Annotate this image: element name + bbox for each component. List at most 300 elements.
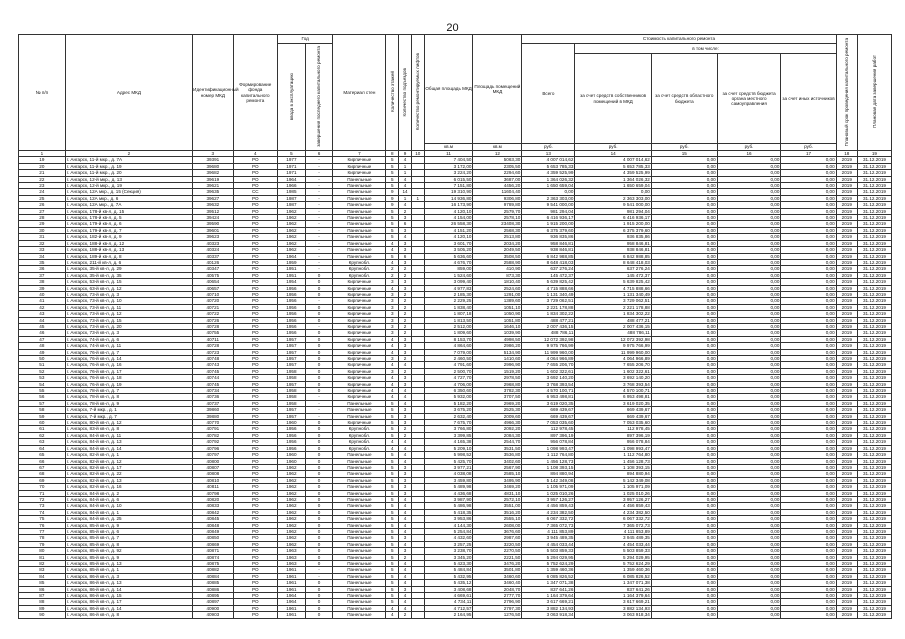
table-cell: 31.12.2019 <box>857 484 891 490</box>
table-cell: Кирпичные <box>333 291 386 297</box>
table-cell: 5 503 859,33 <box>575 548 651 554</box>
table-cell: 3 768 393,54 <box>522 381 575 387</box>
table-cell: 19 310,90 <box>424 189 473 195</box>
table-cell: РО <box>233 323 278 329</box>
table-cell: г. Ангарск, 11-й мкр., д. 7А <box>65 157 192 163</box>
column-number: 9 <box>399 151 412 157</box>
table-cell: 1 347 071,38 <box>522 580 575 586</box>
table-cell: 0,00 <box>781 362 836 368</box>
table-cell: г. Ангарск, 85-й кв-л, д. 13 <box>65 561 192 567</box>
table-cell: 2019 <box>836 484 857 490</box>
table-cell: 5 <box>386 183 399 189</box>
table-cell: 4 <box>399 593 412 599</box>
table-cell: 31.12.2019 <box>857 183 891 189</box>
table-cell: 2 <box>399 356 412 362</box>
table-cell: г. Ангарск, 35-й кв-л, д. 35 <box>65 272 192 278</box>
table-cell: 40748 <box>193 356 233 362</box>
table-cell: 0,00 <box>651 183 717 189</box>
table-cell: 1 650 659,04 <box>522 183 575 189</box>
table-cell: 5 182,20 <box>424 400 473 406</box>
table-cell: 0,00 <box>651 266 717 272</box>
table-cell: РО <box>233 362 278 368</box>
table-cell: 0,00 <box>781 554 836 560</box>
table-cell: 2019 <box>836 612 857 618</box>
column-number: 13 <box>522 151 575 157</box>
table-cell: 3 <box>399 535 412 541</box>
table-cell: Панельные <box>333 593 386 599</box>
table-cell: г. Ангарск, 53-й кв-л, д. 15 <box>65 279 192 285</box>
table-cell: 0 <box>305 490 333 496</box>
table-cell: РО <box>233 356 278 362</box>
table-cell: 4 <box>399 561 412 567</box>
table-cell: 0,00 <box>781 227 836 233</box>
table-cell: 2 007 436,15 <box>522 323 575 329</box>
table-cell: 0,00 <box>717 573 781 579</box>
table-cell: 2 164,95 <box>424 612 473 618</box>
table-cell: 5 <box>386 477 399 483</box>
table-cell: Панельные <box>333 183 386 189</box>
table-cell: 31.12.2019 <box>857 157 891 163</box>
table-cell: РО <box>233 496 278 502</box>
table-cell: 0,00 <box>651 612 717 618</box>
table-cell: 6 953 498,81 <box>575 394 651 400</box>
table-cell: 0,00 <box>717 509 781 515</box>
table-cell: 1958 <box>278 388 306 394</box>
table-cell: 0 <box>305 349 333 355</box>
table-cell: 40886 <box>193 586 233 592</box>
table-cell: 2221,50 <box>473 554 522 560</box>
table-cell: Панельные <box>333 413 386 419</box>
table-cell: 3 505,20 <box>424 247 473 253</box>
table-cell: - <box>305 157 333 163</box>
table-cell: 3 399,85 <box>424 432 473 438</box>
table-cell: 31.12.2019 <box>857 554 891 560</box>
table-cell: 0,00 <box>651 170 717 176</box>
table-cell: - <box>305 266 333 272</box>
table-cell: 4 715 888,66 <box>522 285 575 291</box>
table-cell: г. Ангарск, 82-й кв-л, д. 16 <box>65 484 192 490</box>
table-cell: 2019 <box>836 464 857 470</box>
table-cell: г. Ангарск, 78-й кв-л, д. 8 <box>65 394 192 400</box>
table-cell: 2019 <box>836 599 857 605</box>
table-cell: 2525,30 <box>473 407 522 413</box>
table-cell: 4 <box>399 445 412 451</box>
table-cell: 31.12.2019 <box>857 439 891 445</box>
table-cell: 0,00 <box>717 452 781 458</box>
table-cell: 4 <box>386 439 399 445</box>
table-cell: 0,00 <box>651 291 717 297</box>
table-cell: 0 <box>305 375 333 381</box>
table-cell: 31.12.2019 <box>857 388 891 394</box>
table-cell: РО <box>233 439 278 445</box>
table-cell: 981 294,04 <box>522 208 575 214</box>
table-cell: 1957 <box>278 356 306 362</box>
table-cell: 51 <box>19 362 66 368</box>
table-cell: РО <box>233 170 278 176</box>
column-number: 5 <box>278 151 306 157</box>
table-cell: 42 <box>19 304 66 310</box>
table-cell: 0,00 <box>717 227 781 233</box>
table-cell: Кирпичные <box>333 304 386 310</box>
table-cell: 0,00 <box>717 298 781 304</box>
table-cell: 1 347 071,38 <box>575 580 651 586</box>
table-cell: 1 364 026,32 <box>522 176 575 182</box>
table-cell: РО <box>233 394 278 400</box>
table-cell: 2019 <box>836 407 857 413</box>
table-cell: 4 706,00 <box>424 381 473 387</box>
table-cell: Панельные <box>333 612 386 618</box>
table-cell: 4 <box>386 247 399 253</box>
header-fund-form: Формирование фонда капитального ремонта <box>233 35 278 151</box>
table-cell: 40897 <box>193 599 233 605</box>
table-cell: 3 675,20 <box>424 407 473 413</box>
table-cell: 3 224,20 <box>424 170 473 176</box>
table-cell: г. Ангарск, 84-й кв-л, д. 1 <box>65 509 192 515</box>
table-cell: 0,00 <box>781 349 836 355</box>
table-cell: 5 <box>386 215 399 221</box>
table-cell: Панельные <box>333 407 386 413</box>
table-cell: РО <box>233 388 278 394</box>
table-cell: 80 <box>19 548 66 554</box>
table-cell: 0,00 <box>781 189 836 195</box>
table-cell: 31.12.2019 <box>857 317 891 323</box>
table-cell: 2 500,70 <box>424 368 473 374</box>
table-cell: 26 558,30 <box>424 221 473 227</box>
table-cell: 1956 <box>278 330 306 336</box>
table-cell: 1 <box>411 195 424 201</box>
table-cell: 0,00 <box>781 586 836 592</box>
table-cell: г. Ангарск, 82-й кв-л, д. 13 <box>65 477 192 483</box>
table-cell: 66 <box>19 458 66 464</box>
table-cell: 2019 <box>836 240 857 246</box>
table-cell: 4 <box>386 388 399 394</box>
table-cell: 5 <box>386 509 399 515</box>
table-cell: 2019 <box>836 189 857 195</box>
table-cell: 5063,30 <box>473 157 522 163</box>
table-cell: Панельные <box>333 516 386 522</box>
table-cell: 4 234 382,50 <box>522 509 575 515</box>
table-cell: 0,00 <box>781 279 836 285</box>
table-cell: Кирпичные <box>333 285 386 291</box>
table-cell: 1960 <box>278 458 306 464</box>
table-cell: 88 <box>19 599 66 605</box>
table-cell: 40720 <box>193 298 233 304</box>
table-cell: 0,00 <box>651 311 717 317</box>
table-cell: 3 617 669,21 <box>575 599 651 605</box>
table-cell: 4 715 888,66 <box>575 285 651 291</box>
table-cell: 5 636,60 <box>424 253 473 259</box>
table-cell: 4 <box>386 343 399 349</box>
table-cell: 1 650 659,04 <box>575 183 651 189</box>
table-cell: Кирпичные <box>333 323 386 329</box>
table-cell: 40657 <box>193 285 233 291</box>
table-cell: 31.12.2019 <box>857 535 891 541</box>
table-cell: 0 <box>305 522 333 528</box>
table-cell: 31.12.2019 <box>857 330 891 336</box>
table-cell: РО <box>233 516 278 522</box>
table-cell: Панельные <box>333 195 386 201</box>
table-cell: 3 617 669,21 <box>522 599 575 605</box>
table-cell: 0,00 <box>651 253 717 259</box>
table-cell: 4 570 100,71 <box>522 388 575 394</box>
table-cell: 0,00 <box>651 189 717 195</box>
table-cell: 0,00 <box>651 375 717 381</box>
table-cell: 5 <box>386 541 399 547</box>
table-cell: 1971 <box>278 163 306 169</box>
table-cell: 1962 <box>278 221 306 227</box>
table-cell: 1956 <box>278 323 306 329</box>
table-cell: 0 <box>305 279 333 285</box>
table-cell: 63 <box>19 439 66 445</box>
table-cell: 2294,60 <box>473 170 522 176</box>
table-cell: 0,00 <box>717 605 781 611</box>
table-cell: 65 <box>19 452 66 458</box>
table-cell: 4 727,70 <box>424 375 473 381</box>
table-cell: 5 <box>386 400 399 406</box>
header-total: Всего <box>522 44 575 144</box>
table-cell: 6 085 826,52 <box>575 573 651 579</box>
table-cell: РО <box>233 477 278 483</box>
table-cell: 0,00 <box>781 285 836 291</box>
table-cell: 2796,90 <box>473 599 522 605</box>
table-cell: 0 <box>305 548 333 554</box>
table-cell: 0,00 <box>651 426 717 432</box>
table-cell: 0,00 <box>781 356 836 362</box>
table-cell: 1957 <box>278 407 306 413</box>
table-cell: 1 112 764,80 <box>522 452 575 458</box>
table-cell: 1276,50 <box>473 612 522 618</box>
table-cell: 0,00 <box>717 567 781 573</box>
table-cell: 2 512,00 <box>424 323 473 329</box>
unit-area-total: кв.м <box>424 144 473 151</box>
table-cell: 40347 <box>193 266 233 272</box>
table-cell: 0,00 <box>651 362 717 368</box>
header-no: № п/п <box>19 35 66 151</box>
table-cell: 0,00 <box>781 304 836 310</box>
table-cell: 0,00 <box>781 221 836 227</box>
table-cell: 5 <box>386 528 399 534</box>
header-other: за счет иных источников <box>781 54 836 144</box>
table-cell: - <box>305 567 333 573</box>
table-cell: 77 <box>19 528 66 534</box>
table-cell: 4 <box>399 509 412 515</box>
table-cell: 70 <box>19 484 66 490</box>
table-cell: 4 <box>386 336 399 342</box>
table-cell: г. Ангарск, 85-й кв-л, д. 1 <box>65 567 192 573</box>
table-cell: 0,00 <box>781 330 836 336</box>
table-cell: 1 524,60 <box>424 272 473 278</box>
table-cell: РО <box>233 535 278 541</box>
table-cell: 40734 <box>193 388 233 394</box>
table-cell: 1958 <box>278 368 306 374</box>
table-cell: 2019 <box>836 234 857 240</box>
table-cell: 31.12.2019 <box>857 285 891 291</box>
table-cell: 4 <box>399 176 412 182</box>
table-cell: 3469,20 <box>473 484 522 490</box>
table-cell: 669 439,67 <box>522 413 575 419</box>
table-cell: 3 <box>399 285 412 291</box>
table-cell: 3 <box>386 323 399 329</box>
table-cell: г. Ангарск, 12-й мкр., д. 19 <box>65 183 192 189</box>
table-cell: 8 648 418,03 <box>522 259 575 265</box>
table-cell: 1962 <box>278 484 306 490</box>
table-cell: РО <box>233 285 278 291</box>
table-cell: 2 363 303,00 <box>522 195 575 201</box>
table-cell: 0,00 <box>651 471 717 477</box>
table-cell: 2019 <box>836 554 857 560</box>
table-cell: 5 <box>386 253 399 259</box>
table-cell: 31.12.2019 <box>857 266 891 272</box>
table-cell: РО <box>233 407 278 413</box>
table-cell: Панельные <box>333 247 386 253</box>
table-cell: 0,00 <box>651 388 717 394</box>
table-cell: г. Ангарск, 73-й кв-л, д. 11 <box>65 304 192 310</box>
table-cell: 1966 <box>278 183 306 189</box>
table-cell: г. Ангарск, 35-й кв-л, д. 29 <box>65 266 192 272</box>
table-cell: 9789,80 <box>473 202 522 208</box>
column-number: 11 <box>424 151 473 157</box>
table-cell: 894 880,94 <box>575 471 651 477</box>
table-cell: 3 729 062,51 <box>522 298 575 304</box>
table-cell: - <box>305 215 333 221</box>
table-cell: 0,00 <box>781 368 836 374</box>
table-cell: - <box>305 176 333 182</box>
table-cell: 40743 <box>193 362 233 368</box>
header-including: в том числе: <box>575 44 836 54</box>
table-cell: 1958 <box>278 394 306 400</box>
table-cell: 7 151,80 <box>424 183 473 189</box>
table-cell: 897 396,19 <box>522 432 575 438</box>
table-cell: 0,00 <box>651 195 717 201</box>
header-local: за счет средств бюджета органа местного самоуправления <box>717 54 781 144</box>
table-cell: 0,00 <box>651 356 717 362</box>
column-number: 16 <box>717 151 781 157</box>
table-cell: 0,00 <box>651 163 717 169</box>
table-cell: Панельные <box>333 253 386 259</box>
table-cell: г. Ангарск, 80-й кв-л, д. 12 <box>65 420 192 426</box>
table-cell: 0,00 <box>781 183 836 189</box>
table-cell: 1962 <box>278 247 306 253</box>
table-cell: 0,00 <box>651 605 717 611</box>
table-cell: РО <box>233 259 278 265</box>
table-cell: 38 <box>19 279 66 285</box>
table-cell: 0,00 <box>717 195 781 201</box>
table-cell: 1957 <box>278 381 306 387</box>
table-cell: г. Ангарск, 182-й кв-л, д. 9 <box>65 234 192 240</box>
table-cell: 0,00 <box>717 580 781 586</box>
table-cell: 0,00 <box>717 381 781 387</box>
table-cell: 2019 <box>836 548 857 554</box>
table-cell: 1964 <box>278 253 306 259</box>
table-cell: РО <box>233 586 278 592</box>
table-cell: 488 786,11 <box>575 330 651 336</box>
table-cell: 0,00 <box>717 554 781 560</box>
table-cell: 2019 <box>836 400 857 406</box>
table-cell: 5 294 029,95 <box>522 554 575 560</box>
table-cell: 4 <box>399 541 412 547</box>
table-cell: Панельные <box>333 535 386 541</box>
table-cell: РО <box>233 400 278 406</box>
table-cell: Кирпичные <box>333 336 386 342</box>
table-cell: РО <box>233 413 278 419</box>
table-cell: 1960 <box>278 420 306 426</box>
table-cell: 1956 <box>278 317 306 323</box>
table-cell: 6 953 498,81 <box>522 394 575 400</box>
table-cell: 2 007 436,15 <box>575 323 651 329</box>
table-cell: РО <box>233 195 278 201</box>
table-cell: 0,00 <box>717 368 781 374</box>
table-cell: 3 <box>386 317 399 323</box>
table-cell: 0 <box>305 445 333 451</box>
table-cell: 31.12.2019 <box>857 612 891 618</box>
table-cell: 31.12.2019 <box>857 420 891 426</box>
table-cell: 39860 <box>193 407 233 413</box>
table-cell: г. Ангарск, 86-й кв-л, д. 15 <box>65 593 192 599</box>
table-cell: Панельные <box>333 452 386 458</box>
table-cell: 3 <box>399 464 412 470</box>
table-cell: 2 <box>399 208 412 214</box>
table-cell: 0,00 <box>717 323 781 329</box>
table-cell: 40792 <box>193 439 233 445</box>
table-cell: РО <box>233 183 278 189</box>
table-cell: 2019 <box>836 394 857 400</box>
table-cell: 2968,80 <box>473 381 522 387</box>
table-cell: г. Ангарск, 84-й кв-л, д. 10 <box>65 503 192 509</box>
table-cell: 39 <box>19 285 66 291</box>
table-cell: 5 484,84 <box>424 567 473 573</box>
table-cell: 2588,90 <box>473 259 522 265</box>
table-cell: 2019 <box>836 356 857 362</box>
table-cell: Крупнобл. <box>333 259 386 265</box>
table-cell: - <box>305 227 333 233</box>
table-cell: 5 <box>386 580 399 586</box>
table-cell: РО <box>233 528 278 534</box>
table-cell: 5134,90 <box>473 349 522 355</box>
table-cell: Панельные <box>333 484 386 490</box>
table-cell: 0,00 <box>717 259 781 265</box>
table-cell: 0,00 <box>651 599 717 605</box>
table-cell: г. Ангарск, 7-й мкр., д. 7 <box>65 413 192 419</box>
table-cell: 62 <box>19 432 66 438</box>
table-cell: 1962 <box>278 234 306 240</box>
table-cell: РО <box>233 253 278 259</box>
table-cell: 2019 <box>836 413 857 419</box>
table-cell: 3 <box>399 490 412 496</box>
table-cell: 40745 <box>193 381 233 387</box>
table-cell: 1957 <box>278 362 306 368</box>
table-cell: 0,00 <box>651 586 717 592</box>
column-number: 18 <box>836 151 857 157</box>
table-cell: 3 977,21 <box>424 464 473 470</box>
table-cell: 637 276,24 <box>522 266 575 272</box>
table-cell: 9 975 766,99 <box>522 343 575 349</box>
table-cell: 2019 <box>836 183 857 189</box>
table-cell: 3 601,70 <box>424 240 473 246</box>
table-cell: Кирпичные <box>333 356 386 362</box>
table-cell: 2019 <box>836 336 857 342</box>
table-cell: 3460,60 <box>473 573 522 579</box>
table-cell: 84 <box>19 573 66 579</box>
table-cell: 1961 <box>278 580 306 586</box>
table-cell: 2 460,50 <box>424 356 473 362</box>
table-cell: 0,00 <box>717 247 781 253</box>
table-cell: 3 <box>399 227 412 233</box>
table-cell: 5 <box>386 522 399 528</box>
table-cell: 3 619 020,35 <box>575 400 651 406</box>
table-cell: г. Ангарск, 76-й кв-л, д. 16 <box>65 362 192 368</box>
table-cell: 0,00 <box>651 445 717 451</box>
table-cell: 2544,70 <box>473 439 522 445</box>
